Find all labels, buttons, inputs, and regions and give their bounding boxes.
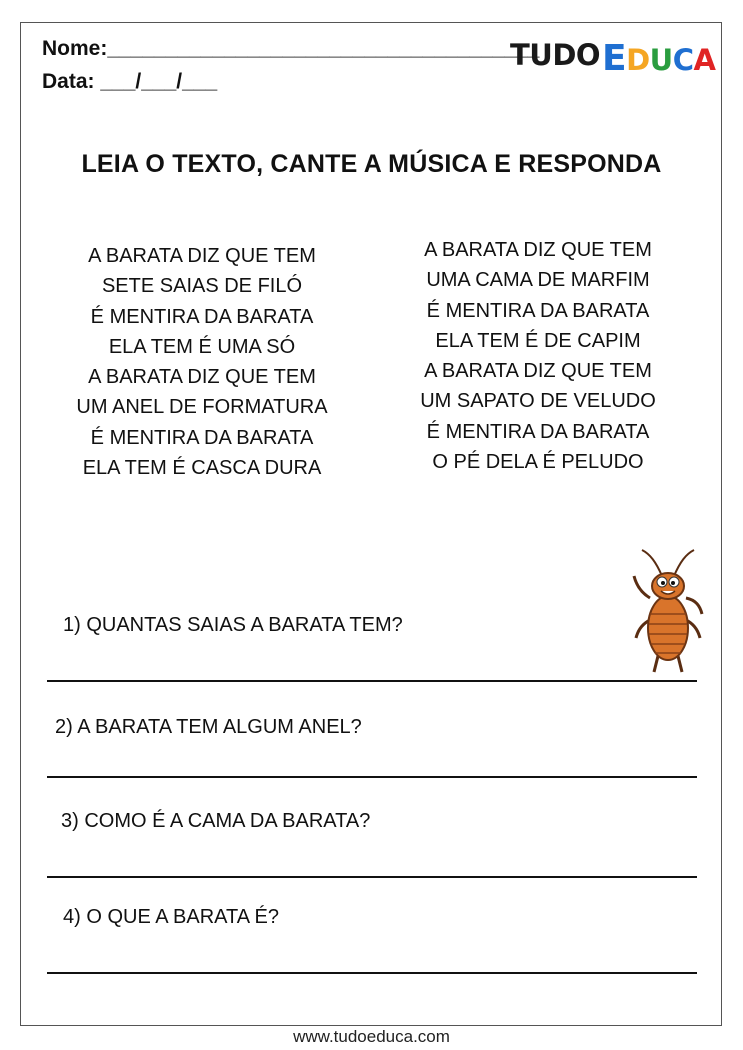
name-field[interactable]: Nome:_____________________________________	[42, 37, 540, 60]
answer-line-3[interactable]	[47, 876, 697, 878]
verse-line: SETE SAIAS DE FILÓ	[101, 275, 303, 298]
question-4: 4) O QUE A BARATA É?	[63, 906, 280, 928]
logo-educa	[602, 38, 715, 79]
verse-line: A BARATA DIZ QUE TEM	[88, 366, 316, 389]
logo-letter-a: A	[693, 43, 716, 77]
date-field[interactable]: Data: ___/___/___	[42, 70, 218, 93]
question-3: 3) COMO É A CAMA DA BARATA?	[61, 810, 371, 832]
verse-line: UM ANEL DE FORMATURA	[76, 396, 328, 419]
logo-tudo: TUDO	[510, 38, 601, 72]
verse-line: A BARATA DIZ QUE TEM	[424, 360, 652, 383]
logo-letter-u: U	[649, 43, 673, 77]
question-2: 2) A BARATA TEM ALGUM ANEL?	[55, 716, 362, 738]
page-title: LEIA O TEXTO, CANTE A MÚSICA E RESPONDA	[81, 150, 662, 178]
logo-letter-c: C	[672, 43, 694, 77]
logo-letter-e: E	[602, 38, 627, 79]
song-verse-right	[388, 235, 688, 477]
question-1: 1) QUANTAS SAIAS A BARATA TEM?	[63, 614, 403, 636]
cockroach-illustration	[628, 548, 708, 678]
verse-line: É MENTIRA DA BARATA	[426, 420, 650, 443]
verse-line: UMA CAMA DE MARFIM	[426, 269, 650, 292]
verse-line: A BARATA DIZ QUE TEM	[88, 245, 316, 267]
verse-line: A BARATA DIZ QUE TEM	[424, 239, 652, 261]
answer-line-4[interactable]	[47, 972, 697, 974]
tudoeduca-logo	[510, 26, 720, 82]
answer-line-1[interactable]	[47, 680, 697, 682]
verse-line: É MENTIRA DA BARATA	[426, 299, 650, 322]
verse-line: O PÉ DELA É PELUDO	[432, 451, 644, 474]
verse-line: ELA TEM É UMA SÓ	[108, 335, 296, 358]
verse-line: É MENTIRA DA BARATA	[90, 426, 314, 449]
song-verse-left	[52, 241, 352, 483]
verse-line: ELA TEM É CASCA DURA	[82, 457, 322, 480]
verse-line: UM SAPATO DE VELUDO	[420, 390, 656, 413]
answer-line-2[interactable]	[47, 776, 697, 778]
logo-letter-d: D	[626, 43, 650, 77]
verse-line: É MENTIRA DA BARATA	[90, 305, 314, 328]
verse-line: ELA TEM É DE CAPIM	[435, 329, 641, 352]
footer-website[interactable]: www.tudoeduca.com	[293, 1027, 450, 1046]
